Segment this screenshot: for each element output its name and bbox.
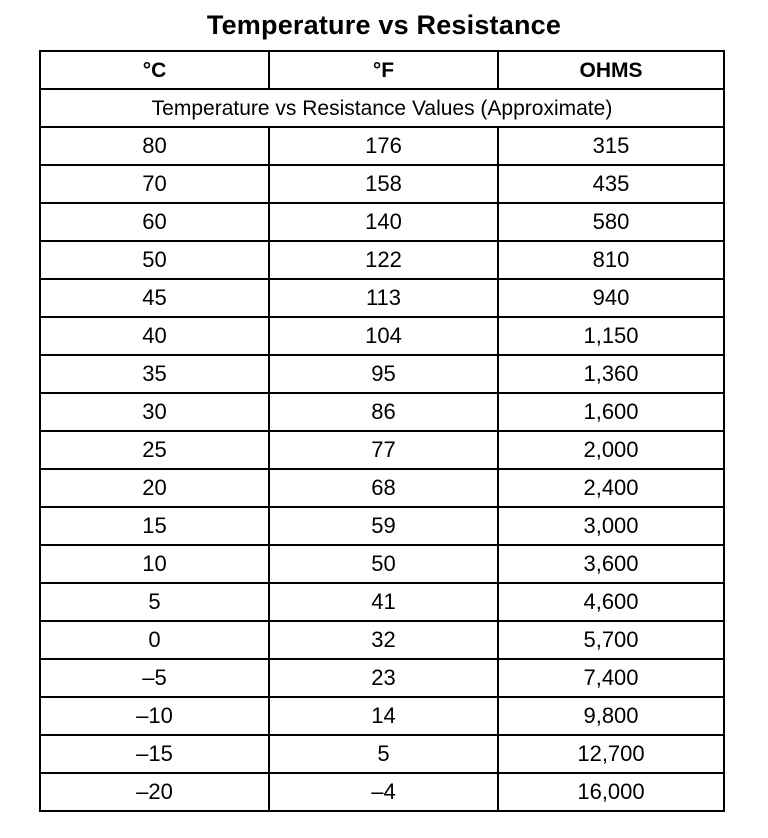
cell-ohms: 12,700	[498, 735, 724, 773]
cell-fahrenheit: 158	[269, 165, 498, 203]
cell-celsius: 10	[40, 545, 269, 583]
cell-ohms: 1,150	[498, 317, 724, 355]
table-row	[40, 583, 724, 621]
cell-fahrenheit: 50	[269, 545, 498, 583]
cell-fahrenheit: 86	[269, 393, 498, 431]
cell-ohms: 3,000	[498, 507, 724, 545]
cell-fahrenheit: 77	[269, 431, 498, 469]
cell-celsius: 0	[40, 621, 269, 659]
table-row	[40, 735, 724, 773]
cell-celsius: –5	[40, 659, 269, 697]
cell-fahrenheit: 176	[269, 127, 498, 165]
temperature-resistance-table	[39, 50, 725, 812]
table-row	[40, 241, 724, 279]
table-row	[40, 355, 724, 393]
table-row	[40, 773, 724, 811]
cell-celsius: 60	[40, 203, 269, 241]
cell-fahrenheit: 32	[269, 621, 498, 659]
cell-celsius: 5	[40, 583, 269, 621]
cell-ohms: 3,600	[498, 545, 724, 583]
cell-celsius: 35	[40, 355, 269, 393]
cell-celsius: 50	[40, 241, 269, 279]
cell-celsius: –20	[40, 773, 269, 811]
table-row	[40, 279, 724, 317]
table-row	[40, 317, 724, 355]
table-row	[40, 659, 724, 697]
cell-ohms: 940	[498, 279, 724, 317]
cell-celsius: 45	[40, 279, 269, 317]
cell-ohms: 16,000	[498, 773, 724, 811]
cell-ohms: 435	[498, 165, 724, 203]
table-row	[40, 431, 724, 469]
cell-ohms: 4,600	[498, 583, 724, 621]
cell-fahrenheit: 122	[269, 241, 498, 279]
cell-ohms: 1,360	[498, 355, 724, 393]
table-subtitle: Temperature vs Resistance Values (Approximate)	[40, 89, 724, 127]
cell-ohms: 9,800	[498, 697, 724, 735]
header-row	[40, 51, 724, 89]
cell-fahrenheit: 140	[269, 203, 498, 241]
table-row	[40, 545, 724, 583]
table-row	[40, 127, 724, 165]
cell-celsius: 80	[40, 127, 269, 165]
column-header-fahrenheit: °F	[269, 51, 498, 89]
page-title: Temperature vs Resistance	[206, 10, 562, 40]
cell-fahrenheit: –4	[269, 773, 498, 811]
table-row	[40, 469, 724, 507]
cell-fahrenheit: 14	[269, 697, 498, 735]
cell-fahrenheit: 104	[269, 317, 498, 355]
cell-ohms: 2,000	[498, 431, 724, 469]
cell-ohms: 580	[498, 203, 724, 241]
table-row	[40, 165, 724, 203]
cell-ohms: 2,400	[498, 469, 724, 507]
cell-ohms: 1,600	[498, 393, 724, 431]
cell-fahrenheit: 68	[269, 469, 498, 507]
cell-celsius: –15	[40, 735, 269, 773]
cell-celsius: 25	[40, 431, 269, 469]
cell-fahrenheit: 5	[269, 735, 498, 773]
cell-ohms: 5,700	[498, 621, 724, 659]
cell-ohms: 315	[498, 127, 724, 165]
column-header-celsius: °C	[40, 51, 269, 89]
table-row	[40, 203, 724, 241]
cell-fahrenheit: 41	[269, 583, 498, 621]
cell-fahrenheit: 95	[269, 355, 498, 393]
table-row	[40, 697, 724, 735]
table-row	[40, 393, 724, 431]
column-header-ohms: OHMS	[498, 51, 724, 89]
cell-celsius: 20	[40, 469, 269, 507]
cell-celsius: 15	[40, 507, 269, 545]
cell-fahrenheit: 113	[269, 279, 498, 317]
table-row	[40, 507, 724, 545]
cell-celsius: 30	[40, 393, 269, 431]
cell-celsius: 40	[40, 317, 269, 355]
cell-celsius: –10	[40, 697, 269, 735]
subtitle-row	[40, 89, 724, 127]
cell-celsius: 70	[40, 165, 269, 203]
cell-ohms: 810	[498, 241, 724, 279]
cell-ohms: 7,400	[498, 659, 724, 697]
cell-fahrenheit: 23	[269, 659, 498, 697]
table-row	[40, 621, 724, 659]
cell-fahrenheit: 59	[269, 507, 498, 545]
